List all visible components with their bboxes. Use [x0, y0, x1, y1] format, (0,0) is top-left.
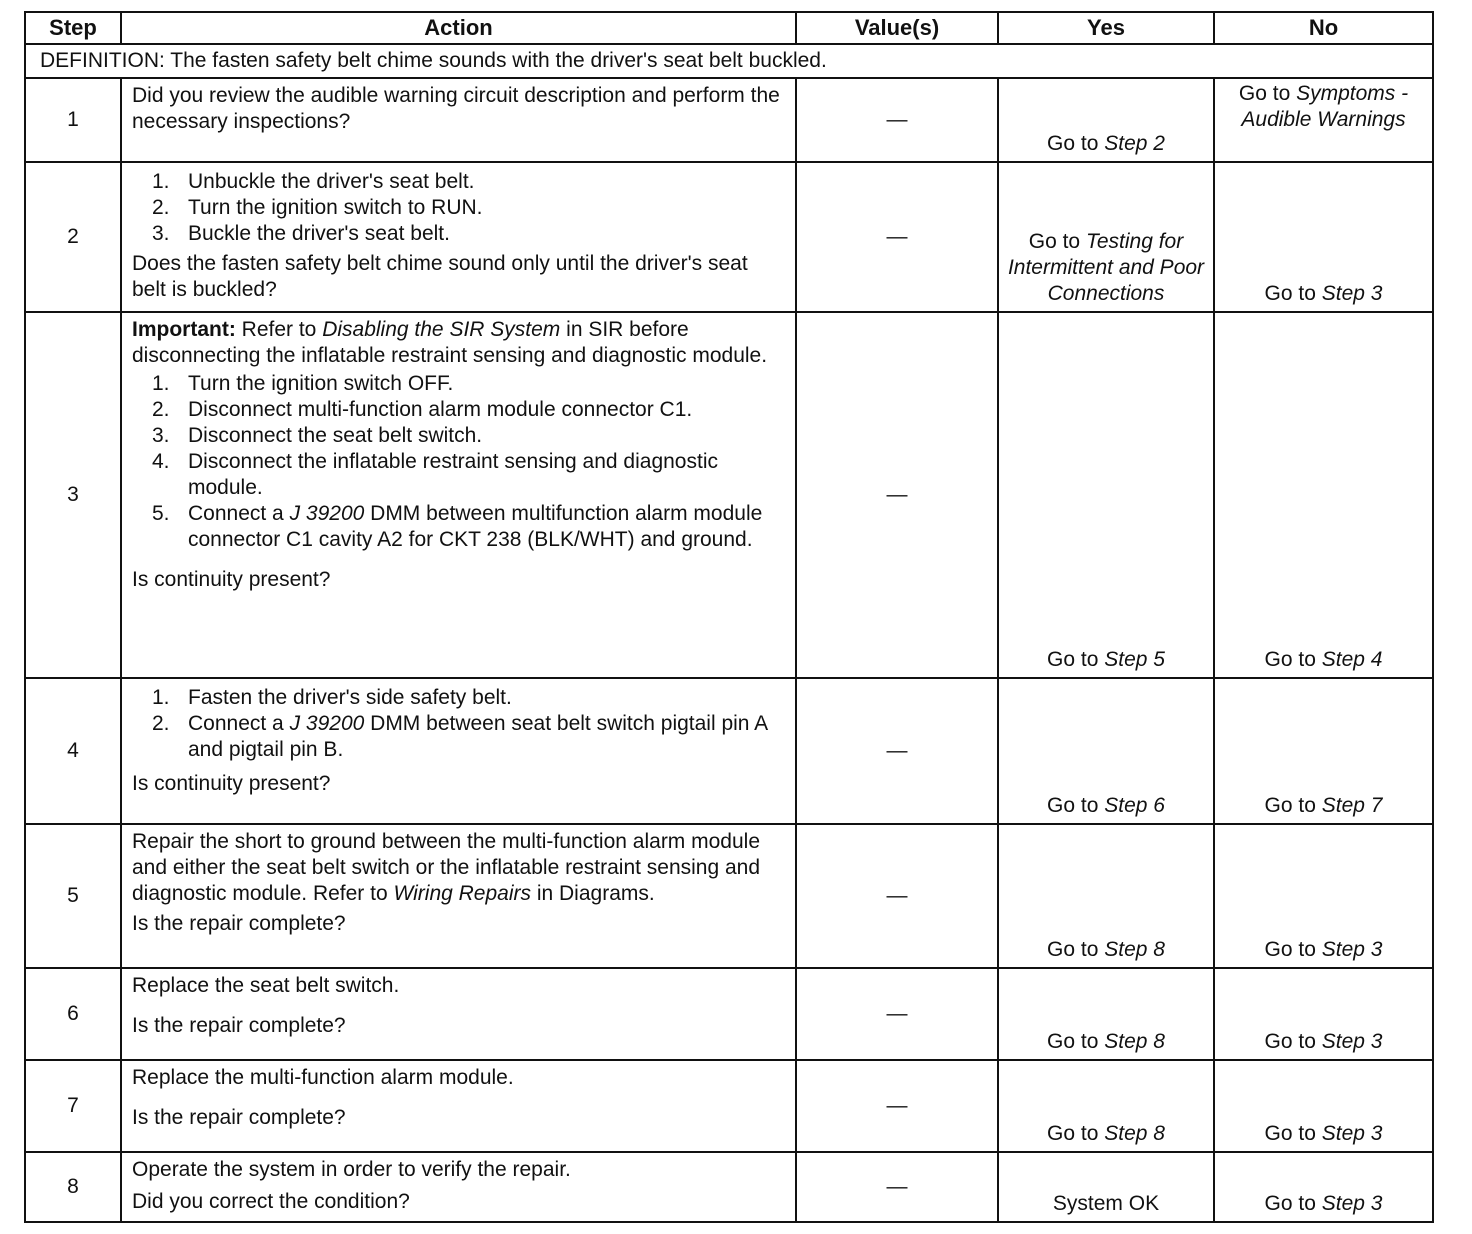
- step-number: 3: [25, 312, 121, 678]
- question-text: Is the repair complete?: [132, 1106, 346, 1129]
- value-cell: —: [796, 678, 998, 824]
- table-row: [25, 78, 1433, 162]
- yes-cell: [998, 968, 1214, 1060]
- question-text: Did you correct the condition?: [132, 1190, 410, 1213]
- question-text: Is continuity present?: [132, 772, 331, 795]
- no-cell: [1214, 312, 1433, 678]
- instruction-list: [132, 685, 787, 763]
- goto-prefix: Go to: [1264, 794, 1322, 817]
- step-number: 2: [25, 162, 121, 312]
- yes-cell: [998, 678, 1214, 824]
- header-no: No: [1214, 12, 1433, 44]
- step-number: 5: [25, 824, 121, 968]
- goto-link: Step 6: [1104, 794, 1165, 817]
- goto-prefix: Go to: [1238, 82, 1297, 105]
- goto-link: Step 5: [1104, 648, 1165, 671]
- definition-row: [25, 44, 1433, 78]
- action-cell: [121, 968, 796, 1060]
- step-number: 4: [25, 678, 121, 824]
- goto-link: Step 3: [1321, 1122, 1383, 1145]
- question-text: Is the repair complete?: [132, 1014, 346, 1037]
- yes-cell: [998, 162, 1214, 312]
- no-cell: [1214, 968, 1433, 1060]
- goto-prefix: Go to: [1264, 938, 1322, 961]
- step-number: 7: [25, 1060, 121, 1152]
- goto-link: Step 8: [1104, 1030, 1165, 1053]
- table-row: [25, 1152, 1433, 1222]
- value-cell: —: [796, 312, 998, 678]
- goto-link: Step 2: [1104, 132, 1165, 155]
- yes-cell: [998, 824, 1214, 968]
- list-item: 1. Turn the ignition switch OFF.: [152, 372, 454, 395]
- action-cell: [121, 678, 796, 824]
- no-cell: [1214, 1152, 1433, 1222]
- goto-link: Step 3: [1321, 1192, 1383, 1215]
- important-note: Important: Refer to Disabling the SIR System in SIR before disconnecting the inflatable restraint sensing and diagnostic module.: [132, 318, 768, 367]
- goto-link: Step 3: [1321, 282, 1383, 305]
- goto-link: Step 3: [1321, 1030, 1383, 1053]
- table-row: [25, 312, 1433, 678]
- list-item: 4. Disconnect the inflatable restraint sensing and diagnostic module.: [152, 450, 718, 499]
- goto-prefix: Go to: [1047, 132, 1105, 155]
- goto-link: Step 3: [1321, 938, 1383, 961]
- goto-prefix: Go to: [1264, 1030, 1322, 1053]
- goto-prefix: Go to: [1047, 794, 1105, 817]
- action-cell: [121, 312, 796, 678]
- value-cell: —: [796, 824, 998, 968]
- no-cell: [1214, 162, 1433, 312]
- action-cell: [121, 162, 796, 312]
- table-row: [25, 824, 1433, 968]
- goto-prefix: Go to: [1264, 648, 1322, 671]
- action-cell: [121, 78, 796, 162]
- goto-link: Testing for Intermittent and Poor Connections: [1007, 230, 1205, 305]
- no-cell: [1214, 678, 1433, 824]
- table-row: [25, 678, 1433, 824]
- no-cell: [1214, 824, 1433, 968]
- list-item: 3. Buckle the driver's seat belt.: [152, 222, 450, 245]
- goto-link: Step 8: [1104, 938, 1165, 961]
- list-item: 2. Connect a J 39200 DMM between seat belt switch pigtail pin A and pigtail pin B.: [152, 712, 768, 761]
- value-cell: —: [796, 968, 998, 1060]
- action-text: Replace the multi-function alarm module.: [132, 1066, 514, 1089]
- step-number: 8: [25, 1152, 121, 1222]
- question-text: Does the fasten safety belt chime sound only until the driver's seat belt is buckled?: [132, 252, 748, 301]
- diagnostic-table: [24, 11, 1434, 1223]
- goto-link: Step 7: [1321, 794, 1383, 817]
- action-cell: [121, 1152, 796, 1222]
- no-cell: [1214, 1060, 1433, 1152]
- goto-prefix: Go to: [1047, 1030, 1105, 1053]
- instruction-list: [132, 371, 787, 553]
- definition-text: DEFINITION: The fasten safety belt chime sounds with the driver's seat belt buckled.: [25, 44, 1433, 78]
- question-text: Is the repair complete?: [132, 912, 346, 935]
- goto-link: Step 4: [1321, 648, 1383, 671]
- yes-cell: [998, 1060, 1214, 1152]
- goto-prefix: Go to: [1028, 230, 1086, 253]
- header-row: [25, 12, 1433, 44]
- yes-cell: [998, 312, 1214, 678]
- instruction-list: [132, 169, 787, 247]
- step-number: 1: [25, 78, 121, 162]
- list-item: 3. Disconnect the seat belt switch.: [152, 424, 483, 447]
- value-cell: —: [796, 162, 998, 312]
- value-cell: —: [796, 1152, 998, 1222]
- goto-prefix: Go to: [1047, 938, 1105, 961]
- goto-prefix: Go to: [1264, 282, 1322, 305]
- list-item: 2. Disconnect multi-function alarm module connector C1.: [152, 398, 693, 421]
- no-cell: [1214, 78, 1433, 162]
- goto-prefix: Go to: [1264, 1122, 1322, 1145]
- goto-link: Step 8: [1104, 1122, 1165, 1145]
- goto-link: Symptoms - Audible Warnings: [1241, 82, 1409, 131]
- list-item: 2. Turn the ignition switch to RUN.: [152, 196, 483, 219]
- action-text: Replace the seat belt switch.: [132, 974, 400, 997]
- list-item: 5. Connect a J 39200 DMM between multifunction alarm module connector C1 cavity A2 for CKT 238 (BLK/WHT) and ground.: [152, 502, 763, 551]
- goto-prefix: Go to: [1047, 648, 1105, 671]
- header-values: Value(s): [796, 12, 998, 44]
- list-item: 1. Fasten the driver's side safety belt.: [152, 686, 512, 709]
- yes-cell: [998, 78, 1214, 162]
- value-cell: —: [796, 78, 998, 162]
- header-action: Action: [121, 12, 796, 44]
- action-text: Repair the short to ground between the multi-function alarm module and either the seat belt switch or the inflatable restraint sensing and diagnostic module. Refer to Wiring Repairs in Diagrams.: [132, 830, 761, 905]
- step-number: 6: [25, 968, 121, 1060]
- table-row: [25, 162, 1433, 312]
- table-row: [25, 968, 1433, 1060]
- action-cell: [121, 1060, 796, 1152]
- list-item: 1. Unbuckle the driver's seat belt.: [152, 170, 475, 193]
- question-text: Is continuity present?: [132, 568, 331, 591]
- action-text: Operate the system in order to verify the repair.: [132, 1158, 571, 1181]
- table-row: [25, 1060, 1433, 1152]
- header-step: Step: [25, 12, 121, 44]
- goto-prefix: Go to: [1047, 1122, 1105, 1145]
- question-text: Did you review the audible warning circuit description and perform the necessary inspections?: [132, 84, 780, 133]
- yes-cell: System OK: [998, 1152, 1214, 1222]
- goto-prefix: Go to: [1264, 1192, 1322, 1215]
- action-cell: [121, 824, 796, 968]
- header-yes: Yes: [998, 12, 1214, 44]
- value-cell: —: [796, 1060, 998, 1152]
